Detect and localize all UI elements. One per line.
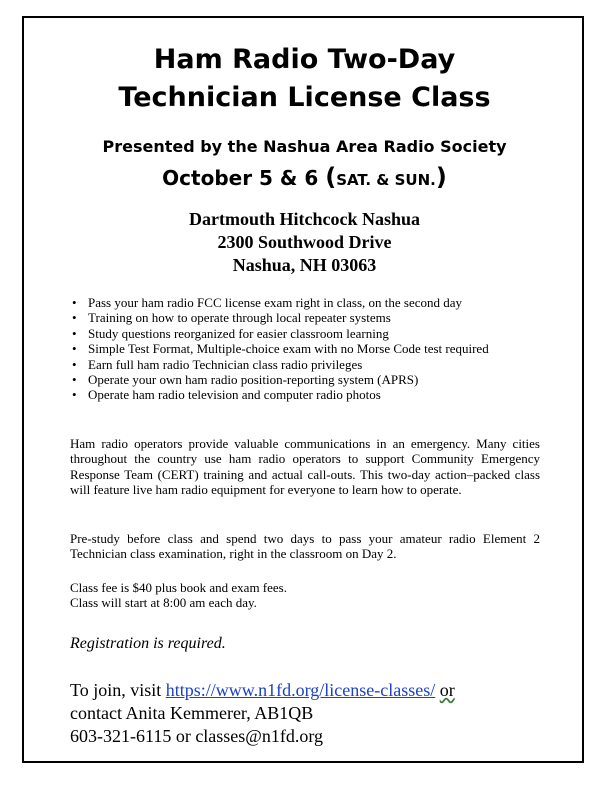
list-item <box>70 372 489 387</box>
feature-list <box>70 295 489 403</box>
list-item <box>70 387 489 402</box>
join-prefix: To join, visit <box>70 680 166 700</box>
class-dates <box>0 162 609 195</box>
time-line: Class will start at 8:00 am each day. <box>70 595 257 611</box>
list-item-text: Pass your ham radio FCC license exam right in class, on the second day <box>88 295 463 310</box>
bullet-icon: • <box>72 341 77 357</box>
join-info <box>70 679 455 748</box>
title-line-1: Ham Radio Two-Day <box>153 44 456 75</box>
license-classes-link[interactable]: https://www.n1fd.org/license-classes/ <box>165 680 436 700</box>
title-line-2: Technician License Class <box>118 82 491 113</box>
bullet-icon: • <box>72 372 77 388</box>
venue-street: 2300 Southwood Drive <box>217 232 392 252</box>
venue-address <box>0 208 609 277</box>
list-item <box>70 326 489 341</box>
phone-email-line: 603-321-6115 or classes@n1fd.org <box>70 726 324 746</box>
join-or: or <box>439 680 455 700</box>
fee-and-time <box>70 580 540 611</box>
list-item-text: Operate ham radio television and computer radio photos <box>88 387 381 403</box>
bullet-icon: • <box>72 310 77 326</box>
dates-main: October 5 & 6 <box>162 166 319 190</box>
list-item-text: Simple Test Format, Multiple-choice exam with no Morse Code test required <box>88 341 489 357</box>
list-item-text: Operate your own ham radio position-reporting system (APRS) <box>88 372 419 388</box>
venue-name: Dartmouth Hitchcock Nashua <box>188 209 420 229</box>
description-paragraph: Ham radio operators provide valuable communications in an emergency. Many cities throughout the country use ham radio operators to support Community Emergency Response Team (CERT) training and actual call-outs. This two-day action–packed class will feature live ham radio equipment for everyone to learn how to operate. <box>70 436 540 498</box>
dates-close-paren: ) <box>435 163 447 191</box>
dates-days: SAT. & SUN. <box>336 171 436 189</box>
list-item-text: Earn full ham radio Technician class radio privileges <box>88 356 363 372</box>
join-line <box>70 679 455 702</box>
bullet-icon: • <box>72 295 77 310</box>
venue-city: Nashua, NH 03063 <box>232 255 377 275</box>
list-item <box>70 341 489 356</box>
bullet-icon: • <box>72 356 77 372</box>
fee-line: Class fee is $40 plus book and exam fees. <box>70 580 287 595</box>
list-item <box>70 295 489 310</box>
bullet-icon: • <box>72 387 77 403</box>
dates-open-paren: ( <box>325 163 337 191</box>
prestudy-paragraph: Pre-study before class and spend two days to pass your amateur radio Element 2 Technician class examination, right in the classroom on Day 2. <box>70 531 540 562</box>
list-item <box>70 357 489 372</box>
presented-by: Presented by the Nashua Area Radio Society <box>102 137 507 156</box>
contact-line: contact Anita Kemmerer, AB1QB <box>70 703 314 723</box>
registration-notice: Registration is required. <box>70 635 226 652</box>
list-item <box>70 310 489 325</box>
list-item-text: Study questions reorganized for easier classroom learning <box>88 325 389 341</box>
bullet-icon: • <box>72 325 77 341</box>
list-item-text: Training on how to operate through local repeater systems <box>88 310 391 326</box>
